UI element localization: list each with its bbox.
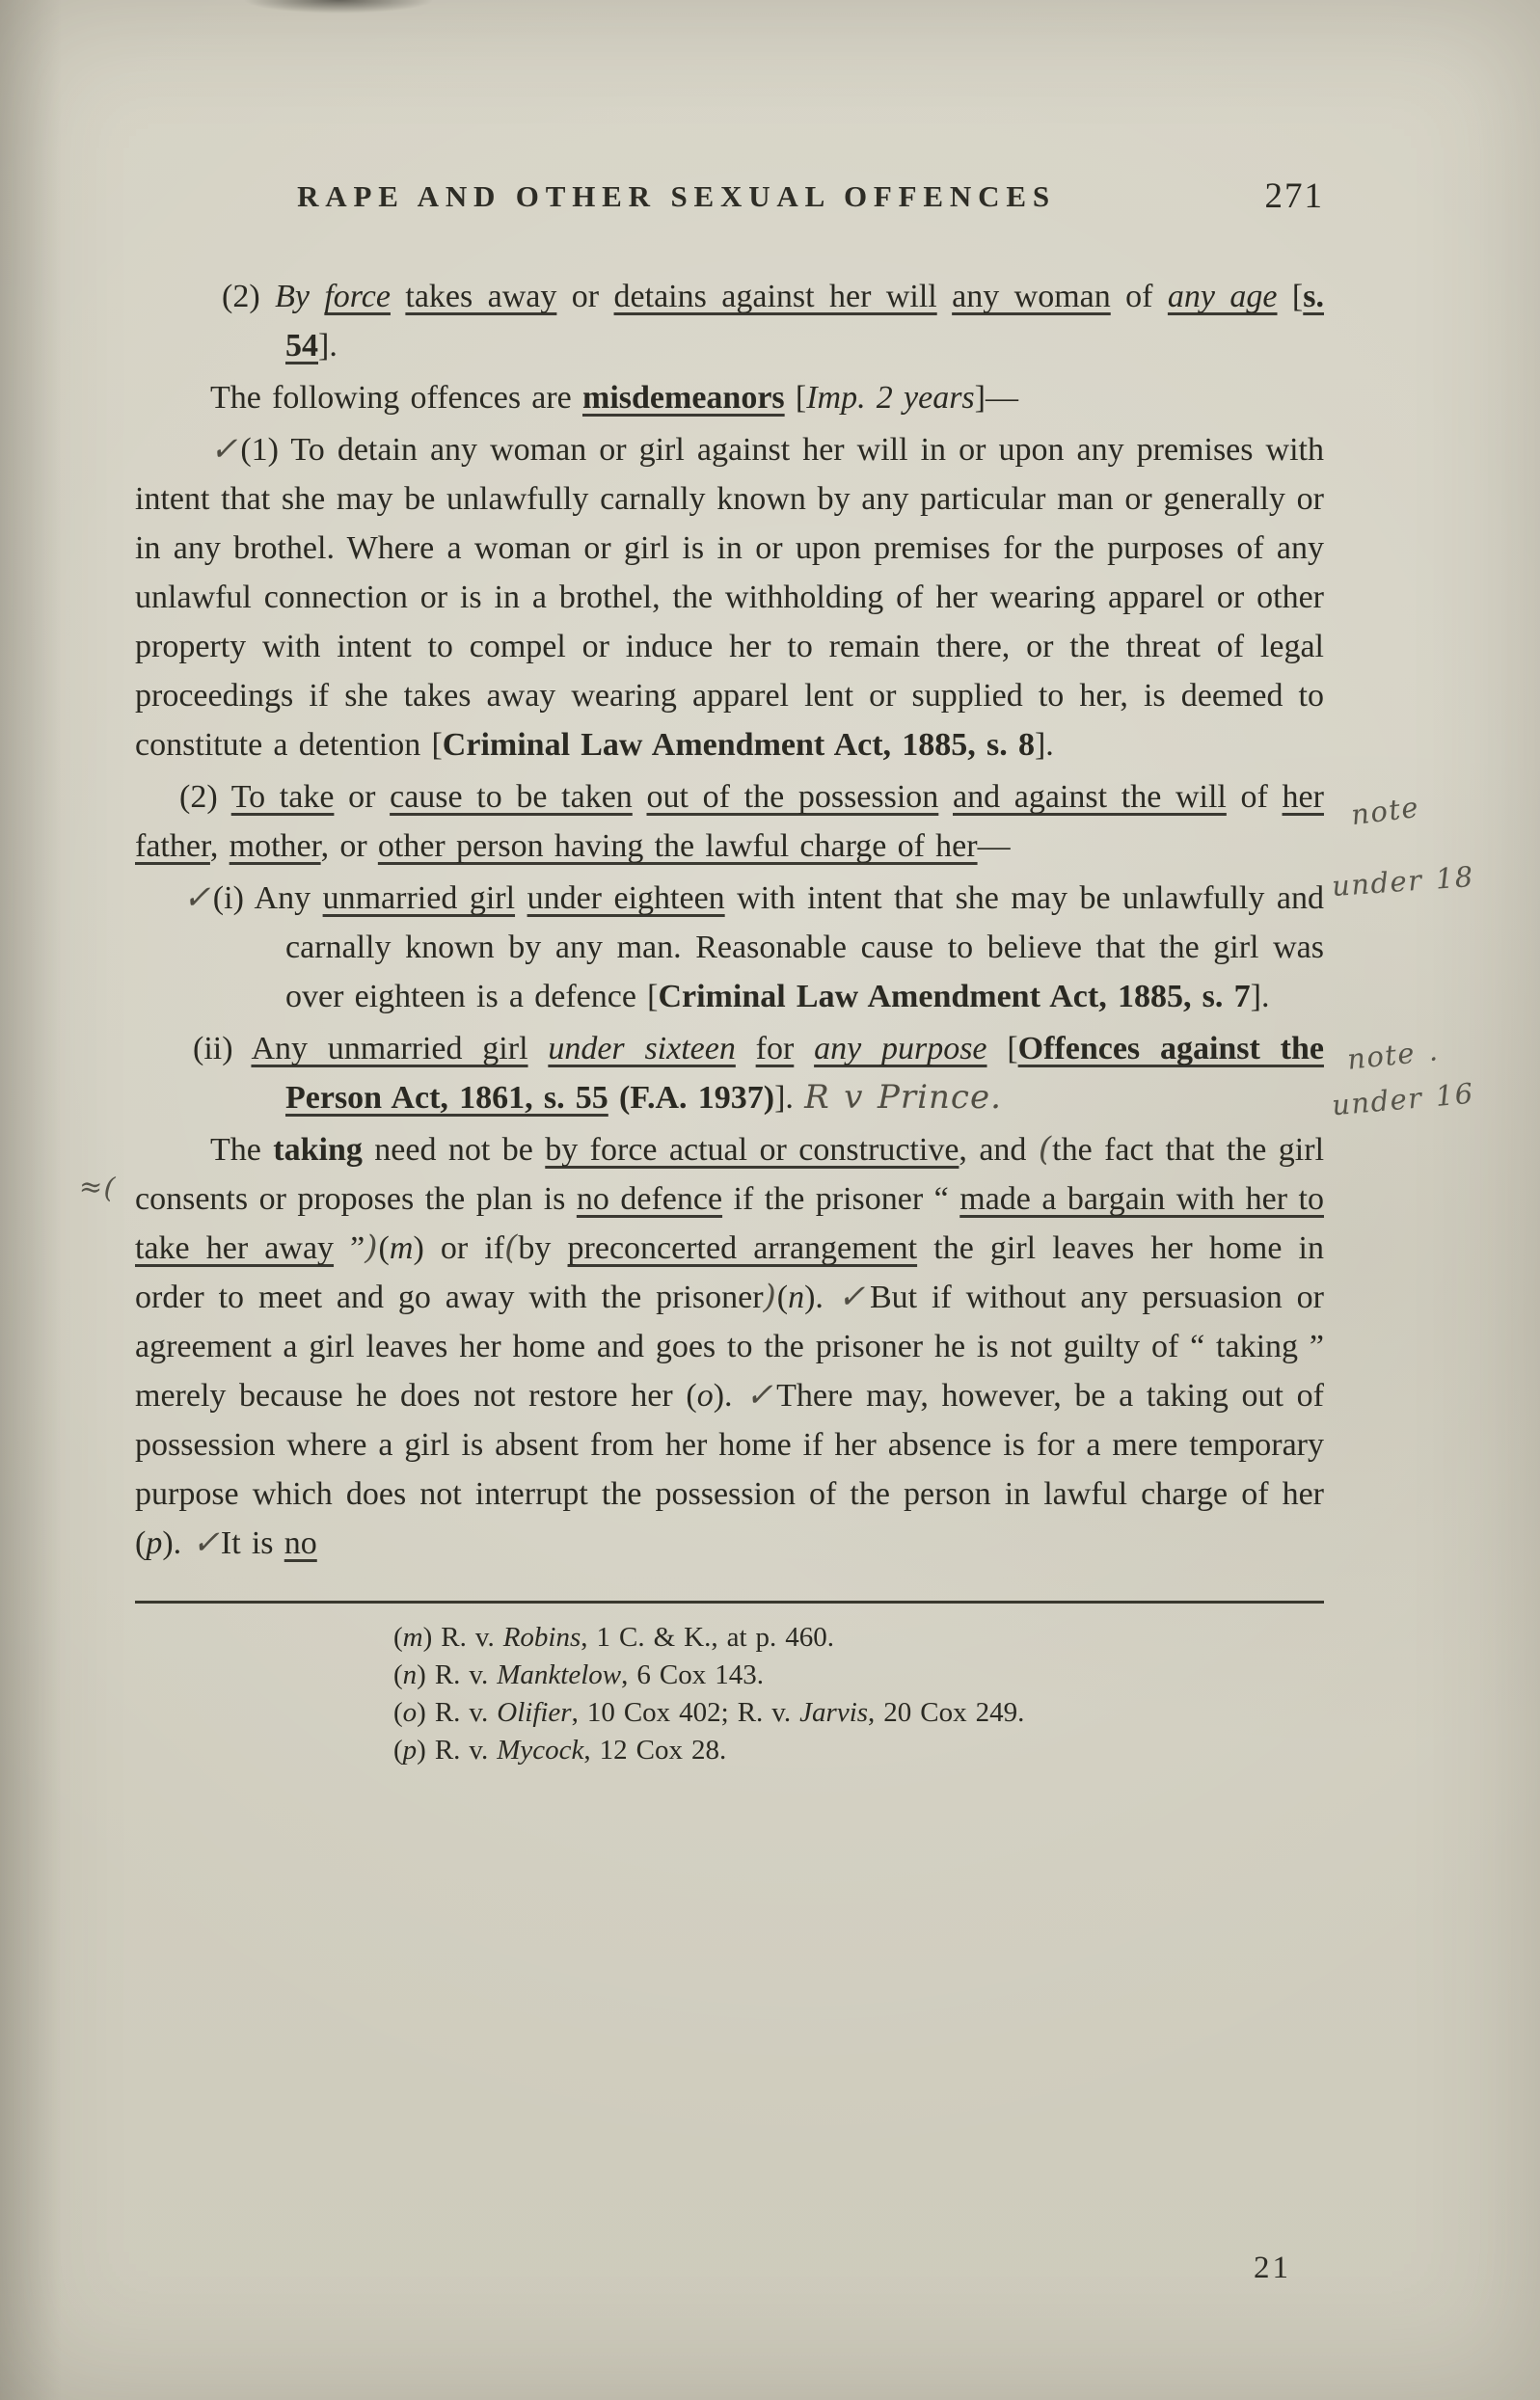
footnote-o	[393, 1694, 1324, 1732]
text-segment: There may, however, be a taking out of possession where a girl is absent from her home if her absence is for a mere temporary purpose which does not interrupt the possession of the person in lawful charge of her (	[135, 1378, 1324, 1561]
text-segment: o	[402, 1697, 418, 1728]
footnote-rule	[135, 1601, 1324, 1604]
margin-note-under-16: under 16	[1330, 1076, 1475, 1122]
text-segment: of	[1110, 279, 1168, 314]
text-segment	[633, 779, 647, 815]
handwritten-annotation: )	[763, 1278, 777, 1316]
paragraph-misdemeanors-intro	[135, 373, 1324, 422]
text-segment: , 6 Cox 143.	[621, 1659, 764, 1690]
text-segment: m	[389, 1230, 414, 1266]
text-segment: , 10 Cox 402; R. v.	[571, 1697, 800, 1728]
text-segment: any age	[1167, 279, 1278, 314]
text-segment: by force actual or constructive	[545, 1132, 959, 1168]
text-segment: p	[402, 1735, 418, 1766]
text-segment: To take	[230, 779, 335, 815]
text-segment: takes away	[405, 279, 557, 314]
text-segment: , 1 C. & K., at p. 460.	[581, 1622, 834, 1653]
paragraph-clause-2-take	[135, 772, 1421, 871]
text-segment: any purpose	[814, 1031, 987, 1066]
text-segment	[794, 1031, 814, 1066]
text-segment: n	[788, 1280, 805, 1315]
text-segment: her father	[135, 779, 1324, 864]
handwritten-annotation: ✓	[745, 1376, 777, 1415]
page-header	[135, 176, 1324, 222]
paragraph-item-i-under-18	[135, 859, 1475, 1021]
text-segment: the girl leaves her home in order to meet and go away with the prisoner	[135, 1230, 1325, 1315]
text-segment: (2)	[222, 279, 276, 314]
text-segment: (ii)	[193, 1031, 252, 1066]
handwritten-annotation: ✓	[210, 430, 241, 469]
text-segment: Mycock	[497, 1735, 584, 1766]
text-segment: by	[518, 1230, 568, 1266]
handwritten-annotation: (	[1038, 1130, 1053, 1169]
text-segment: any woman	[952, 279, 1111, 314]
text-segment: under sixteen	[548, 1031, 736, 1066]
text-segment: no	[284, 1525, 317, 1561]
text-segment: force	[324, 279, 391, 314]
text-segment: [	[784, 380, 807, 416]
text-segment: if the prisoner “	[722, 1181, 960, 1217]
paragraph-clause-2-by-force	[135, 272, 1324, 370]
text-segment: The	[210, 1132, 274, 1168]
text-segment: By	[275, 279, 325, 314]
text-segment: —	[977, 828, 1011, 864]
text-segment: or	[334, 779, 391, 815]
text-segment: (F.A. 1937)	[619, 1080, 775, 1116]
text-segment: Criminal Law Amendment Act, 1885, s. 8	[442, 727, 1035, 763]
text-segment: ].	[1034, 727, 1054, 763]
margin-note-note: note	[1349, 790, 1421, 832]
text-segment: (	[776, 1280, 789, 1315]
text-segment: ) R. v.	[417, 1697, 498, 1728]
text-segment: [	[1277, 279, 1304, 314]
text-segment: (	[393, 1659, 403, 1690]
text-segment: ) R. v.	[422, 1622, 503, 1653]
text-segment: misdemeanors	[582, 380, 785, 416]
text-segment: s. 54	[285, 279, 1324, 364]
text-segment: need not be	[362, 1132, 546, 1168]
text-segment: taking	[273, 1132, 363, 1168]
text-segment: ,	[209, 828, 230, 864]
text-segment: detains against her will	[613, 279, 937, 314]
header-page-number: 271	[1264, 176, 1324, 216]
text-segment	[608, 1080, 619, 1116]
text-segment: Any unmarried girl	[251, 1031, 528, 1066]
text-segment: ).	[162, 1525, 193, 1561]
text-segment: , 20 Cox 249.	[868, 1697, 1025, 1728]
text-segment: It is	[220, 1525, 284, 1561]
text-segment	[937, 279, 952, 314]
text-segment: m	[402, 1622, 423, 1653]
text-segment: ).	[713, 1378, 746, 1414]
text-segment: (1) To detain any woman or girl against her will in or upon any premises with intent that she may be unlawfully carnally known by any particular man or generally or in any brothel. Where a woman or girl is in or upon premises for the purposes of any unlawful connection or is in a brothel, the withholding of her wearing apparel or other property with intent to compel or induce her to remain there, or the threat of legal proceedings if she takes away wearing apparel lent or supplied to her, is deemed to constitute a detention [	[135, 432, 1324, 763]
handwritten-annotation: ✓	[183, 878, 213, 917]
margin-mark-insertion: ≈(	[78, 1170, 118, 1204]
footnote-n	[393, 1657, 1324, 1694]
paragraph-item-ii-under-16	[135, 1024, 1475, 1122]
text-segment: ) R. v.	[417, 1659, 498, 1690]
text-segment: cause to be taken	[390, 779, 633, 815]
text-segment: no defence	[576, 1181, 723, 1217]
text-segment: (i) Any	[212, 880, 323, 916]
text-segment	[515, 880, 527, 916]
text-segment: [	[986, 1031, 1018, 1066]
text-segment: p	[146, 1525, 163, 1561]
text-segment	[528, 1031, 549, 1066]
text-segment: the fact that the girl consents or proposes the plan is	[135, 1132, 1325, 1217]
running-title: RAPE AND OTHER SEXUAL OFFENCES	[297, 179, 1056, 213]
text-segment: Jarvis	[799, 1697, 869, 1728]
text-segment: Offences against the Person Act, 1861, s. 55	[285, 1031, 1324, 1116]
text-segment: of	[1226, 779, 1283, 815]
text-segment: But if without any persuasion or agreement a girl leaves her home and goes to the prisoner he is not guilty of “ taking ” merely because he does not restore her (	[135, 1280, 1324, 1414]
text-segment: and against the will	[953, 779, 1227, 815]
text-segment: under eighteen	[527, 880, 725, 916]
text-segment: Manktelow	[497, 1659, 622, 1690]
text-segment: Imp. 2 years	[806, 380, 975, 416]
text-column	[78, 0, 1475, 1769]
handwritten-annotation: )	[365, 1228, 379, 1267]
handwritten-annotation: R v Prince.	[804, 1078, 1002, 1117]
text-segment: , and	[959, 1132, 1039, 1168]
text-segment: ]—	[974, 380, 1018, 416]
text-segment: (	[393, 1697, 403, 1728]
text-segment: mother	[229, 828, 321, 864]
footnote-p	[393, 1732, 1324, 1769]
text-segment	[938, 779, 953, 815]
paragraph-taking	[78, 1125, 1325, 1568]
text-segment: other person having the lawful charge of her	[377, 828, 978, 864]
footer-page-number: 21	[1254, 2251, 1291, 2285]
handwritten-annotation: ✓	[837, 1278, 870, 1316]
text-segment: ].	[1250, 979, 1270, 1014]
text-segment: ) or if	[413, 1230, 505, 1266]
text-segment: ).	[804, 1280, 838, 1315]
text-segment: with intent that she may be unlawfully and carnally known by any man. Reasonable cause to believe that the girl was over eighteen is a defence [	[285, 880, 1324, 1014]
text-segment: (	[393, 1622, 403, 1653]
text-segment	[736, 1031, 756, 1066]
text-segment: or	[556, 279, 614, 314]
footnotes-block	[135, 1619, 1324, 1769]
text-segment: made a bargain with her to take her away	[135, 1181, 1324, 1266]
text-segment: Criminal Law Amendment Act, 1885, s. 7	[658, 979, 1251, 1014]
margin-note-note-2: note .	[1345, 1034, 1441, 1076]
handwritten-annotation: (	[504, 1228, 519, 1267]
handwritten-annotation: ✓	[192, 1524, 221, 1562]
text-segment: (	[393, 1735, 403, 1766]
margin-note-under-18: under 18	[1330, 859, 1475, 903]
text-segment: Olifier	[497, 1697, 572, 1728]
text-segment: , or	[320, 828, 378, 864]
text-segment: preconcerted arrangement	[567, 1230, 918, 1266]
footnote-m	[393, 1619, 1324, 1657]
text-segment: ) R. v.	[417, 1735, 498, 1766]
text-segment: ”	[334, 1230, 365, 1266]
text-segment: ].	[318, 328, 338, 364]
text-segment: out of the possession	[646, 779, 939, 815]
paragraph-item-1-detain	[135, 425, 1324, 769]
text-segment: Robins	[502, 1622, 581, 1653]
text-segment: o	[696, 1378, 714, 1414]
text-segment: for	[755, 1031, 795, 1066]
text-segment: unmarried girl	[322, 880, 516, 916]
text-segment: , 12 Cox 28.	[583, 1735, 727, 1766]
text-segment: n	[402, 1659, 418, 1690]
text-segment: ].	[774, 1080, 805, 1116]
text-segment: (2)	[179, 779, 231, 815]
text-segment	[391, 279, 405, 314]
text-segment: The following offences are	[210, 380, 582, 416]
text-segment: (	[378, 1230, 390, 1266]
